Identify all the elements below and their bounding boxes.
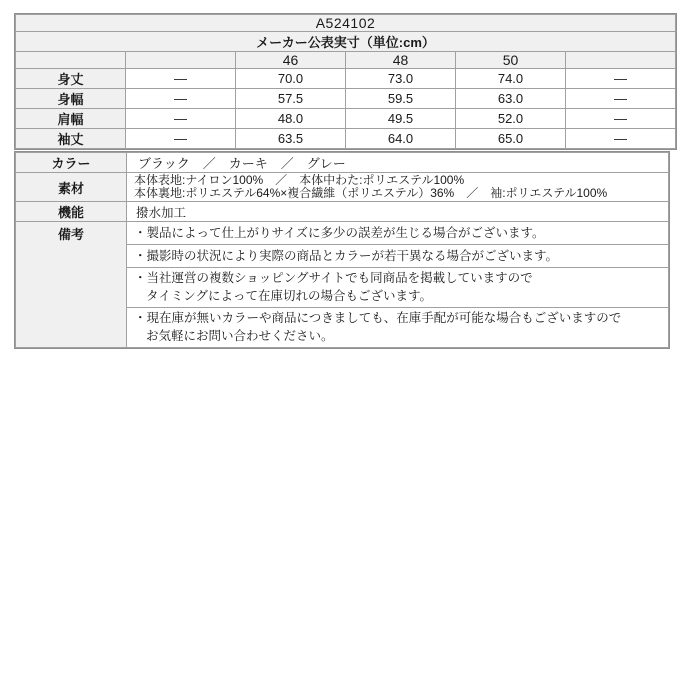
measurement-value: 70.0 (236, 69, 345, 88)
measurement-value: ― (566, 89, 675, 108)
product-code-row (16, 15, 675, 31)
remarks-note-3-line-1: ・当社運営の複数ショッピングサイトでも同商品を掲載していますので (134, 271, 533, 285)
function-row (16, 202, 668, 221)
measurement-value: 63.0 (456, 89, 565, 108)
function-label: 機能 (16, 202, 126, 221)
measurement-value: 64.0 (346, 129, 455, 148)
measurement-row-sleeve-length (16, 129, 675, 148)
measurement-label: 肩幅 (16, 109, 125, 128)
measurement-value: 59.5 (346, 89, 455, 108)
remarks-note-1: ・製品によって仕上がりサイズに多少の誤差が生じる場合がございます。 (127, 222, 668, 244)
measurement-value: 57.5 (236, 89, 345, 108)
product-code: A524102 (16, 15, 675, 31)
function-value: 撥水加工 (127, 202, 668, 221)
measure-subtitle: メーカー公表実寸（単位:cm） (16, 32, 675, 51)
measurement-value: 63.5 (236, 129, 345, 148)
measurement-value: ― (566, 129, 675, 148)
measurement-label: 袖丈 (16, 129, 125, 148)
size-header-blank-2 (126, 52, 235, 68)
measurement-value: ― (126, 69, 235, 88)
measurement-value: 49.5 (346, 109, 455, 128)
measurement-value: 73.0 (346, 69, 455, 88)
color-label: カラー (16, 153, 126, 172)
measurement-label: 身丈 (16, 69, 125, 88)
size-header-46: 46 (236, 52, 345, 68)
measurement-value: 48.0 (236, 109, 345, 128)
remarks-note-4-line-1: ・現在庫が無いカラーや商品につきましても、在庫手配が可能な場合もございますので (134, 311, 622, 325)
measurement-row-shoulder-width (16, 109, 675, 128)
measurement-value: ― (566, 69, 675, 88)
color-row (16, 153, 668, 172)
remarks-note-3 (127, 268, 668, 307)
measurement-value: ― (126, 129, 235, 148)
size-table (14, 13, 677, 150)
measurement-value: 52.0 (456, 109, 565, 128)
size-header-48: 48 (346, 52, 455, 68)
size-header-blank-1 (16, 52, 125, 68)
remarks-note-4-line-2: お気軽にお問い合わせください。 (146, 329, 334, 343)
remarks-row-1 (16, 222, 668, 244)
remarks-note-3-line-2: タイミングによって在庫切れの場合もございます。 (146, 289, 433, 303)
measurement-label: 身幅 (16, 89, 125, 108)
material-label: 素材 (16, 173, 126, 201)
remarks-note-4 (127, 308, 668, 347)
remarks-note-2: ・撮影時の状況により実際の商品とカラーが若干異なる場合がございます。 (127, 245, 668, 267)
measurement-value: ― (126, 109, 235, 128)
color-value: ブラック ／ カーキ ／ グレー (127, 153, 668, 172)
size-header-50: 50 (456, 52, 565, 68)
remarks-label: 備考 (16, 222, 126, 347)
size-header-blank-3 (566, 52, 675, 68)
measurement-value: 74.0 (456, 69, 565, 88)
spec-table (14, 151, 670, 349)
material-row (16, 173, 668, 201)
measurement-value: ― (566, 109, 675, 128)
measure-subtitle-row (16, 32, 675, 51)
material-line-1: 本体表地:ナイロン100% ／ 本体中わた:ポリエステル100% (134, 173, 465, 187)
material-value (127, 173, 668, 201)
measurement-value: ― (126, 89, 235, 108)
measurement-row-body-length (16, 69, 675, 88)
measurement-row-body-width (16, 89, 675, 108)
size-header-row (16, 52, 675, 68)
measurement-value: 65.0 (456, 129, 565, 148)
material-line-2: 本体裏地:ポリエステル64%×複合繊維（ポリエステル）36% ／ 袖:ポリエステル100% (134, 186, 608, 200)
